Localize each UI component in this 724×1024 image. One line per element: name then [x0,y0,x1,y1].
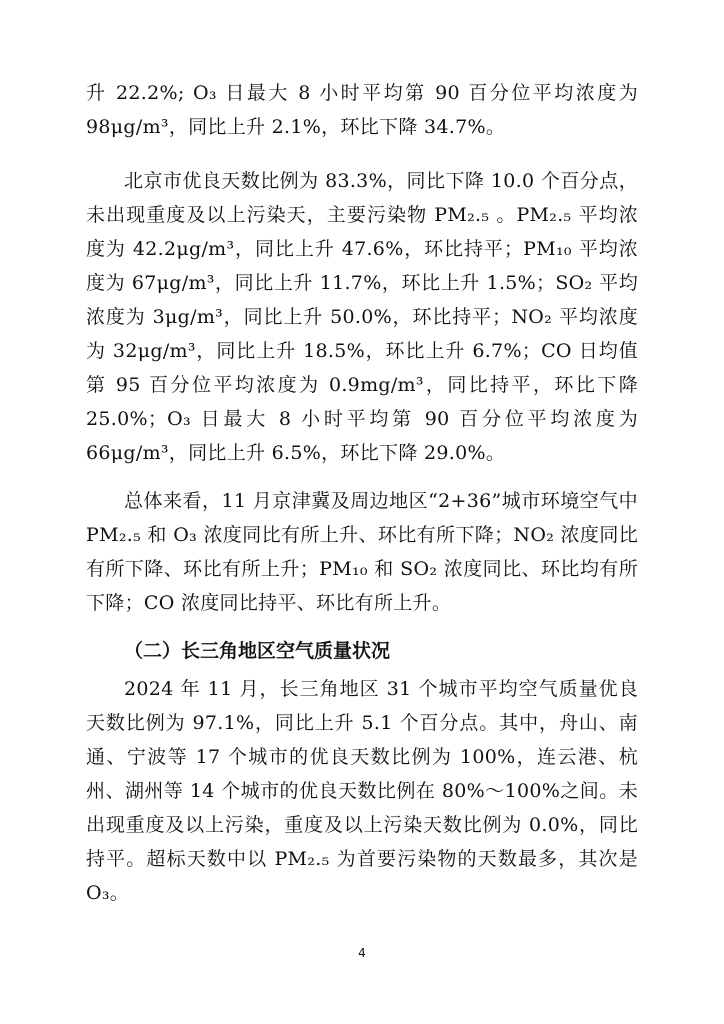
page-number: 4 [358,946,366,960]
paragraph-o3-continuation: 升 22.2%; O₃ 日最大 8 小时平均第 90 百分位平均浓度为 98μg/m³，同比上升 2.1%，环比下降 34.7%。 [86,82,638,138]
paragraph-summary: 总体来看，11 月京津冀及周边地区“2+36”城市环境空气中 PM₂.₅ 和 O₃ 浓度同比有所上升、环比有所下降；NO₂ 浓度同比有所下降、环比有所上升；PM₁₀ 和 SO₂ 浓度同比、环比均有所下降；CO 浓度同比持平、环比有所上升。 [86,490,638,614]
paragraph-beijing-air-quality: 北京市优良天数比例为 83.3%，同比下降 10.0 个百分点，未出现重度及以上污染天，主要污染物 PM₂.₅ 。PM₂.₅ 平均浓度为 42.2μg/m³，同比上升 47.6%，环比持平；PM₁₀ 平均浓度为 67μg/m³，同比上升 11.7%，环比上升 1.5%；SO₂ 平均浓度为 3μg/m³，同比上升 50.0%，环比持平；NO₂ 平均浓度为 32μg/m³，同比上升 18.5%，环比上升 6.7%；CO 日均值第 95 百分位平均浓度为 0.9mg/m³，同比持平，环比下降 25.0%；O₃ 日最大 8 小时平均第 90 百分位平均浓度为 66μg/m³，同比上升 6.5%，环比下降 29.0%。 [86,170,638,464]
section-heading: （二）长三角地区空气质量状况 [124,640,391,662]
paragraph-yangtze-delta: 2024 年 11 月，长三角地区 31 个城市平均空气质量优良天数比例为 97.1%，同比上升 5.1 个百分点。其中，舟山、南通、宁波等 17 个城市的优良天数比例为 100%，连云港、杭州、湖州等 14 个城市的优良天数比例在 80%～100%之间。未出现重度及以上污染，重度及以上污染天数比例为 0.0%，同比持平。超标天数中以 PM₂.₅ 为首要污染物的天数最多，其次是 O₃。 [86,678,638,904]
